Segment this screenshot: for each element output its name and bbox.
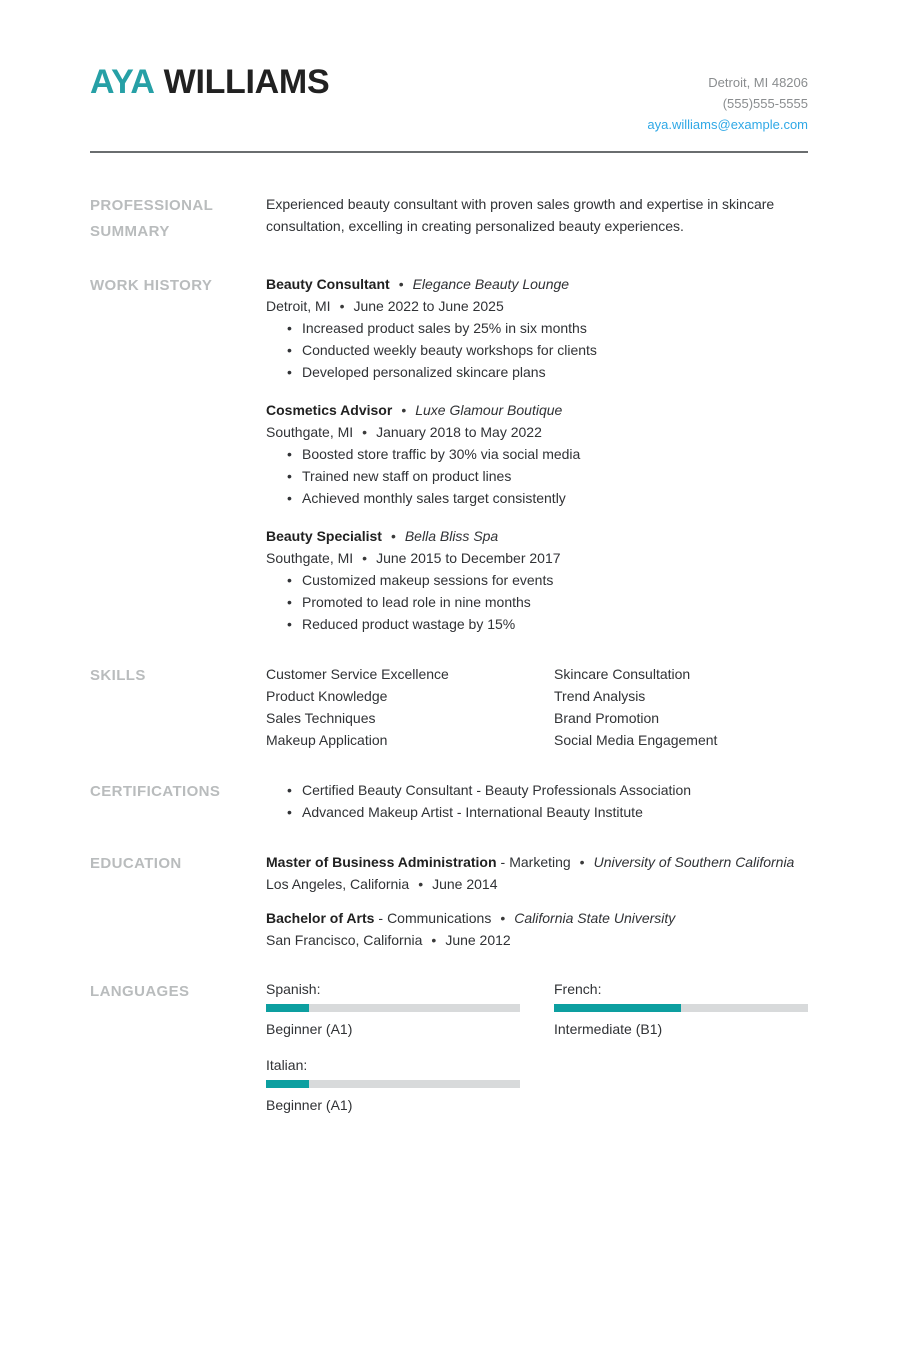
summary-text: Experienced beauty consultant with proven sales growth and expertise in skincare consultation, excelling in creating personalized beauty experiences.	[266, 196, 775, 234]
dot-separator: •	[401, 402, 407, 418]
bullet-marker: •	[287, 490, 292, 506]
dash-separator: -	[378, 910, 384, 926]
job-title: Beauty Consultant	[266, 276, 390, 292]
dot-separator: •	[431, 932, 437, 948]
degree-title-line	[266, 907, 808, 929]
certification-item	[266, 779, 808, 801]
skill-item: Customer Service Excellence	[266, 666, 449, 682]
language-level: Intermediate (B1)	[554, 1021, 663, 1037]
job-bullet-text: Conducted weekly beauty workshops for clients	[302, 342, 597, 358]
job-title-line	[266, 525, 808, 547]
language-progress-track	[266, 1080, 520, 1088]
job-meta-line	[266, 421, 808, 443]
job-title-line	[266, 399, 808, 421]
job-bullet-text: Reduced product wastage by 15%	[302, 616, 516, 632]
candidate-first-name: AYA	[90, 63, 155, 101]
certification-list	[266, 779, 808, 823]
job-bullet	[266, 317, 808, 339]
language-name: Spanish:	[266, 981, 321, 997]
header-divider	[90, 151, 808, 153]
language-progress-fill	[266, 1080, 309, 1088]
language-name: French:	[554, 981, 602, 997]
language-item	[554, 979, 808, 1039]
dot-separator: •	[579, 854, 585, 870]
degree-entry	[266, 907, 808, 951]
degree-field: Marketing	[509, 854, 571, 870]
contact-email-link[interactable]: aya.williams@example.com	[647, 117, 808, 132]
degree-title-line	[266, 851, 808, 873]
skill-item: Brand Promotion	[554, 710, 660, 726]
language-name: Italian:	[266, 1057, 308, 1073]
dot-separator: •	[390, 528, 396, 544]
contact-block	[647, 72, 808, 135]
bullet-marker: •	[287, 446, 292, 462]
degree-name: Bachelor of Arts	[266, 910, 375, 926]
job-meta-line	[266, 547, 808, 569]
job-title-line	[266, 273, 808, 295]
contact-location: Detroit, MI 48206	[708, 75, 808, 90]
skills-column-right	[554, 663, 808, 751]
section-label-certifications: CERTIFICATIONS	[90, 783, 221, 800]
certification-item	[266, 801, 808, 823]
job-bullet	[266, 443, 808, 465]
job-entry	[266, 399, 808, 509]
job-bullet-text: Promoted to lead role in nine months	[302, 594, 531, 610]
job-entry	[266, 525, 808, 635]
language-level: Beginner (A1)	[266, 1097, 353, 1113]
dot-separator: •	[418, 876, 424, 892]
skill-item: Product Knowledge	[266, 688, 388, 704]
skills-column-left	[266, 663, 520, 751]
job-bullet-text: Achieved monthly sales target consistently	[302, 490, 566, 506]
skill-item: Skincare Consultation	[554, 666, 691, 682]
job-bullet	[266, 613, 808, 635]
job-bullet-list	[266, 569, 808, 635]
dot-separator: •	[362, 550, 368, 566]
job-title: Cosmetics Advisor	[266, 402, 393, 418]
job-entry	[266, 273, 808, 383]
degree-location: Los Angeles, California	[266, 876, 410, 892]
job-location: Southgate, MI	[266, 424, 354, 440]
candidate-last-name: WILLIAMS	[163, 63, 330, 101]
job-location: Detroit, MI	[266, 298, 331, 314]
bullet-marker: •	[287, 804, 292, 820]
language-progress-fill	[266, 1004, 309, 1012]
bullet-marker: •	[287, 594, 292, 610]
certification-text: Advanced Makeup Artist - International Beauty Institute	[302, 804, 643, 820]
work-history-content	[266, 273, 808, 635]
job-meta-line	[266, 295, 808, 317]
degree-school: University of Southern California	[593, 854, 795, 870]
job-bullet-list	[266, 317, 808, 383]
degree-field: Communications	[387, 910, 492, 926]
section-label-work-history: WORK HISTORY	[90, 277, 213, 294]
bullet-marker: •	[287, 320, 292, 336]
job-bullet-list	[266, 443, 808, 509]
job-company: Luxe Glamour Boutique	[415, 402, 563, 418]
bullet-marker: •	[287, 342, 292, 358]
certification-text: Certified Beauty Consultant - Beauty Professionals Association	[302, 782, 692, 798]
job-bullet-text: Trained new staff on product lines	[302, 468, 512, 484]
job-location: Southgate, MI	[266, 550, 354, 566]
degree-meta-line	[266, 929, 808, 951]
resume-body	[90, 193, 808, 1115]
bullet-marker: •	[287, 572, 292, 588]
section-label-summary: PROFESSIONAL SUMMARY	[90, 197, 213, 240]
degree-school: California State University	[514, 910, 676, 926]
degree-location: San Francisco, California	[266, 932, 423, 948]
degree-meta-line	[266, 873, 808, 895]
bullet-marker: •	[287, 364, 292, 380]
job-company: Bella Bliss Spa	[404, 528, 499, 544]
skill-item: Trend Analysis	[554, 688, 646, 704]
bullet-marker: •	[287, 782, 292, 798]
job-dates: June 2022 to June 2025	[353, 298, 504, 314]
job-bullet-text: Boosted store traffic by 30% via social media	[302, 446, 581, 462]
candidate-name	[90, 64, 329, 101]
bullet-marker: •	[287, 616, 292, 632]
job-bullet-text: Developed personalized skincare plans	[302, 364, 546, 380]
job-title: Beauty Specialist	[266, 528, 382, 544]
job-bullet	[266, 465, 808, 487]
job-bullet	[266, 569, 808, 591]
skill-item: Makeup Application	[266, 732, 388, 748]
language-progress-track	[266, 1004, 520, 1012]
language-item	[266, 979, 520, 1039]
header	[90, 64, 808, 135]
job-bullet	[266, 361, 808, 383]
job-bullet	[266, 591, 808, 613]
job-company: Elegance Beauty Lounge	[412, 276, 570, 292]
languages-content	[266, 979, 808, 1115]
language-progress-track	[554, 1004, 808, 1012]
job-bullet-text: Customized makeup sessions for events	[302, 572, 554, 588]
degree-entry	[266, 851, 808, 895]
dot-separator: •	[500, 910, 506, 926]
certifications-content	[266, 779, 808, 823]
degree-date: June 2014	[432, 876, 498, 892]
job-dates: June 2015 to December 2017	[376, 550, 561, 566]
job-dates: January 2018 to May 2022	[376, 424, 542, 440]
section-label-education: EDUCATION	[90, 855, 182, 872]
job-bullet	[266, 339, 808, 361]
job-bullet-text: Increased product sales by 25% in six months	[302, 320, 587, 336]
dash-separator: -	[500, 854, 506, 870]
section-label-skills: SKILLS	[90, 667, 146, 684]
language-level: Beginner (A1)	[266, 1021, 353, 1037]
language-progress-fill	[554, 1004, 681, 1012]
skill-item: Sales Techniques	[266, 710, 376, 726]
dot-separator: •	[362, 424, 368, 440]
job-bullet	[266, 487, 808, 509]
education-content	[266, 851, 808, 951]
degree-name: Master of Business Administration	[266, 854, 497, 870]
degree-date: June 2012	[445, 932, 511, 948]
dot-separator: •	[398, 276, 404, 292]
language-item	[266, 1055, 520, 1115]
skill-item: Social Media Engagement	[554, 732, 718, 748]
bullet-marker: •	[287, 468, 292, 484]
section-label-languages: LANGUAGES	[90, 983, 190, 1000]
contact-phone: (555)555-5555	[722, 96, 808, 111]
dot-separator: •	[339, 298, 345, 314]
skills-content	[266, 663, 808, 751]
